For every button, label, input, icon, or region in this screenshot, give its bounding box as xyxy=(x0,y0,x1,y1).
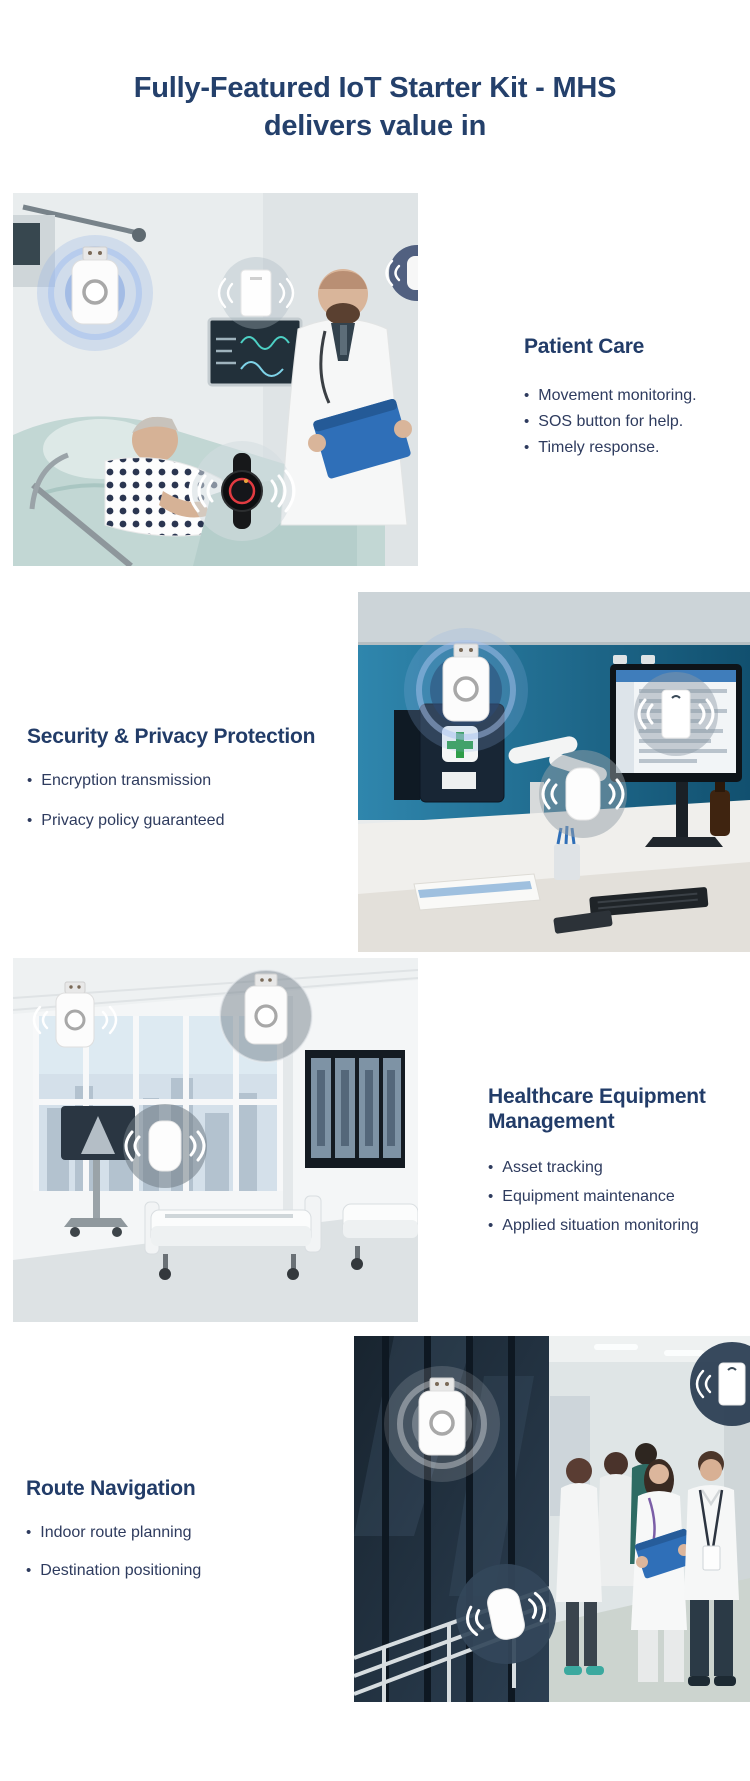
equipment-management-photo xyxy=(13,958,418,1322)
section-equipment-management xyxy=(488,1084,736,1245)
asset-tag-icon xyxy=(539,750,627,838)
route-navigation-scene xyxy=(354,1336,750,1702)
section-heading: Healthcare Equipment Management xyxy=(488,1085,706,1133)
section-bullet-list xyxy=(26,1523,201,1581)
bullet-item: • Movement monitoring. xyxy=(524,386,697,406)
equipment-management-scene xyxy=(13,958,418,1322)
bullet-item: • Timely response. xyxy=(524,438,697,458)
asset-tag-icon xyxy=(123,1104,207,1188)
patient-care-scene xyxy=(13,193,418,566)
section-heading: Route Navigation xyxy=(26,1477,196,1500)
section-bullet-list xyxy=(488,1158,736,1236)
bullet-item: • Privacy policy guaranteed xyxy=(27,811,315,831)
section-patient-care xyxy=(524,334,697,464)
bullet-item: • Asset tracking xyxy=(488,1158,736,1178)
page-title-line2: delivers value in xyxy=(263,110,487,143)
security-privacy-photo xyxy=(358,592,750,952)
iot-gateway-icon xyxy=(220,970,312,1062)
security-privacy-scene xyxy=(358,592,750,952)
patient-care-photo xyxy=(13,193,418,566)
bullet-item: • Destination positioning xyxy=(26,1561,201,1581)
section-route-navigation xyxy=(26,1476,201,1599)
bullet-item: • Indoor route planning xyxy=(26,1523,201,1543)
xray-viewer xyxy=(305,1050,405,1168)
bullet-item: • Applied situation monitoring xyxy=(488,1216,736,1236)
section-bullet-list xyxy=(27,771,315,831)
bullet-item: • SOS button for help. xyxy=(524,412,697,432)
asset-tag-icon xyxy=(456,1564,556,1664)
section-bullet-list xyxy=(524,386,697,458)
page-title-line1: Fully-Featured IoT Starter Kit - MHS xyxy=(133,72,617,105)
section-heading: Security & Privacy Protection xyxy=(27,725,316,748)
bullet-item: • Encryption transmission xyxy=(27,771,315,791)
card-tag-icon xyxy=(634,672,718,756)
section-security-privacy xyxy=(27,724,315,851)
section-heading: Patient Care xyxy=(524,335,645,358)
page-title xyxy=(0,69,750,145)
bullet-item: • Equipment maintenance xyxy=(488,1187,736,1207)
route-navigation-photo xyxy=(354,1336,750,1702)
